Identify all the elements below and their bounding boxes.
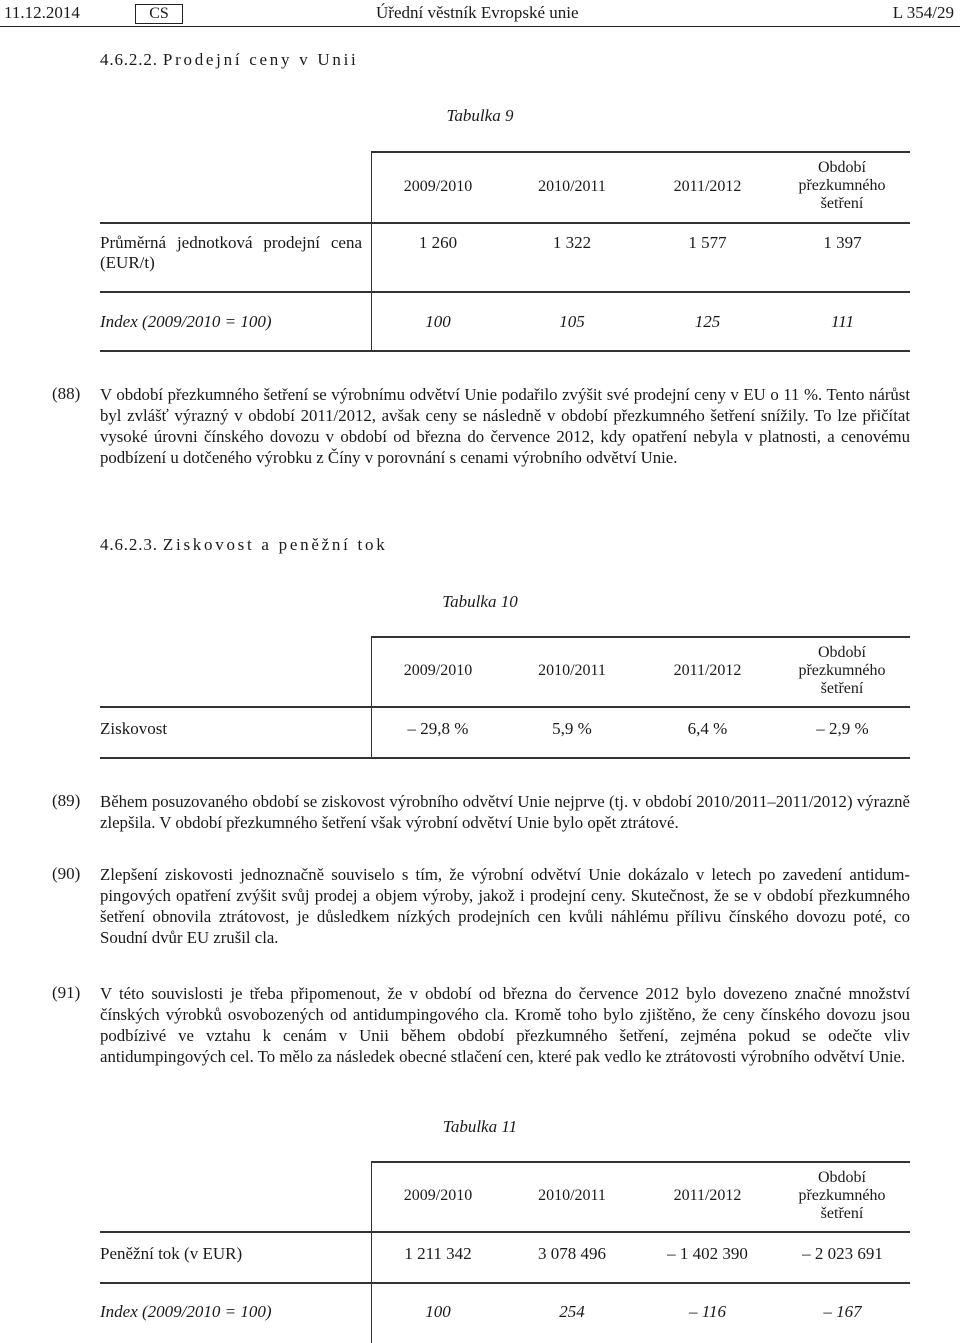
table-11-caption: Tabulka 11: [442, 1117, 518, 1136]
table-rule: [100, 706, 910, 708]
column-header: 2009/2010: [403, 1187, 473, 1204]
table-cell: 1 260: [418, 233, 458, 252]
paragraph-91: V této souvislosti je třeba připomenout, že v období od března do července 2012 bylo dovezeno značné množství čínských výrobků osvobozených od antidumpingového cla. Kromě toho bylo zjištěno, že ceny čínského dovozu jsou podbízivé ve vztahu k cenám v Unii během období přezkumného šetření, zejména pokud se odečte vliv antidumpingových cel. To mělo za následek obecné stlačení cen, které pak vedlo ke ztrátovosti výrobního odvětví Unie.: [100, 984, 910, 1066]
journal-title: Úřední věstník Evropské unie: [376, 3, 579, 22]
column-header: 2009/2010: [403, 178, 473, 195]
paragraph-number: (88): [52, 384, 81, 403]
table-cell: 1 577: [688, 233, 727, 252]
paragraph-90: Zlepšení ziskovosti jednoznačně souviselo s tím, že výrobní odvětví Unie dokázalo v letech po zavedení antidumpingových opatření zvýšit svůj prodej a objem výroby, jakož i prodejní ceny. Skutečnost, že se v období přezkumného šetření obnovila ztrátovost, je důsledkem nízkých prodejních cen kvůli náhlému přílivu čínského dovozu poté, co Soudní dvůr EU zrušil cla.: [100, 865, 910, 947]
column-header: 2010/2011: [538, 1187, 606, 1204]
section-number: 4.6.2.2.: [100, 50, 158, 69]
column-header: 2011/2012: [673, 1187, 742, 1204]
paragraph-number: (90): [52, 864, 81, 883]
column-header: Období přezkumného šetření: [798, 644, 886, 697]
column-header: 2010/2011: [538, 178, 606, 195]
row-label: Peněžní tok (v EUR): [100, 1244, 243, 1263]
table-rule: [100, 291, 910, 293]
table-cell: – 29,8 %: [407, 719, 469, 738]
column-header: 2009/2010: [403, 662, 473, 679]
row-label: Průměrná jednotková prodejní cena (EUR/t): [100, 233, 362, 272]
table-cell: 105: [559, 312, 585, 331]
column-header: 2010/2011: [538, 662, 606, 679]
table-cell: 254: [559, 1302, 585, 1321]
column-header: Období přezkumného šetření: [798, 159, 886, 212]
row-label: Index (2009/2010 = 100): [100, 312, 272, 331]
header-rule: [0, 26, 960, 27]
table-cell: 3 078 496: [538, 1244, 606, 1263]
table-rule: [371, 151, 910, 153]
row-label: Index (2009/2010 = 100): [100, 1302, 272, 1321]
section-title: Ziskovost a peněžní tok: [162, 535, 388, 554]
table-rule: [100, 1282, 910, 1284]
table-rule: [371, 636, 910, 638]
section-number: 4.6.2.3.: [100, 535, 158, 554]
paragraph-number: (91): [52, 983, 81, 1002]
row-label: Ziskovost: [100, 719, 168, 738]
section-title: Prodejní ceny v Unii: [162, 50, 359, 69]
table-cell: 125: [694, 312, 721, 331]
table-cell: 1 322: [552, 233, 592, 252]
table-rule: [100, 222, 910, 224]
table-cell: – 167: [823, 1302, 862, 1321]
table-cell: – 2,9 %: [816, 719, 869, 738]
table-cell: 1 397: [823, 233, 862, 252]
table-cell: 100: [425, 312, 451, 331]
table-rule: [371, 1161, 910, 1163]
table-cell: 6,4 %: [687, 719, 728, 738]
column-header: 2011/2012: [673, 178, 742, 195]
section-heading-profitability: [100, 535, 387, 555]
table-rule: [100, 350, 910, 352]
table-rule: [100, 1231, 910, 1233]
paragraph-88: V období přezkumného šetření se výrobnímu odvětví Unie podařilo zvýšit své prodejní ceny v EU o 11 %. Tento nárůst byl zvlášť výrazný v období 2011/2012, avšak ceny se následně v období přezkumného šetření snížily. To lze přičítat vysoké úrovni čínského dovozu v období od března do července 2012, kdy opatření nebyla v platnosti, a cenovému podbízení u dotčeného výrobku z Číny v porovnání s cenami výrobního odvětví Unie.: [100, 385, 910, 467]
section-heading-prices: [100, 50, 359, 70]
page-number: L 354/29: [892, 3, 954, 22]
table-cell: – 116: [689, 1302, 726, 1321]
paragraph-number: (89): [52, 791, 81, 810]
table-cell: 111: [831, 312, 854, 331]
table-divider: [371, 636, 372, 758]
column-header: 2011/2012: [673, 662, 742, 679]
table-cell: 5,9 %: [552, 719, 592, 738]
table-cell: 100: [425, 1302, 451, 1321]
table-9-caption: Tabulka 9: [446, 106, 514, 125]
table-cell: – 2 023 691: [802, 1244, 883, 1263]
header-date: 11.12.2014: [4, 3, 80, 22]
table-10-caption: Tabulka 10: [442, 592, 518, 611]
paragraph-89: Během posuzovaného období se ziskovost výrobního odvětví Unie nejprve (tj. v období 2010/2011–2011/2012) výrazně zlepšila. V období přezkumného šetření však výrobní odvětví Unie bylo opět ztrátové.: [100, 792, 910, 832]
table-cell: 1 211 342: [404, 1244, 472, 1263]
column-header: Období přezkumného šetření: [798, 1169, 886, 1222]
table-rule: [100, 757, 910, 759]
table-cell: – 1 402 390: [667, 1244, 748, 1263]
language-badge: CS: [135, 4, 183, 24]
